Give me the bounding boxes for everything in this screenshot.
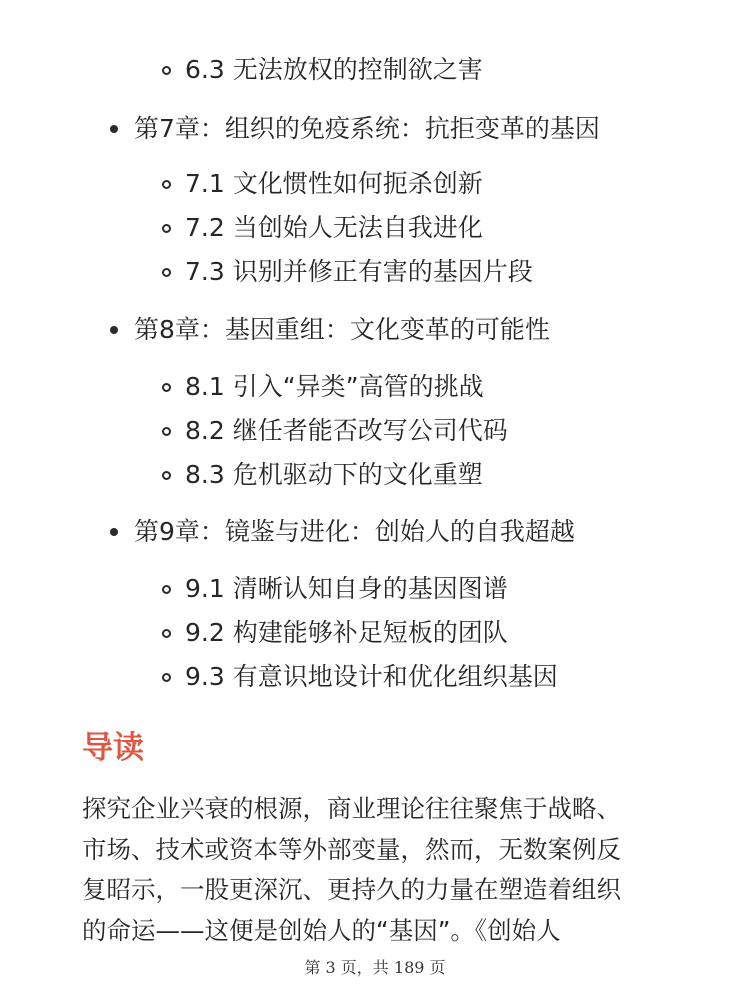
toc-item-label: 8.2 继任者能否改写公司代码	[185, 416, 508, 445]
page-footer: 第 3 页，共 189 页	[304, 958, 446, 977]
toc-item-8-1[interactable]	[162, 370, 484, 404]
toc-item-label: 8.3 危机驱动下的文化重塑	[185, 460, 483, 489]
toc-item-label: 9.2 构建能够补足短板的团队	[185, 618, 508, 647]
toc-chapter-8[interactable]	[110, 313, 550, 347]
toc-item-label: 7.3 识别并修正有害的基因片段	[185, 257, 533, 286]
toc-chapter-label: 第8章：基因重组：文化变革的可能性	[134, 315, 550, 344]
toc-item-7-2[interactable]	[162, 211, 483, 245]
circle-bullet-icon	[162, 383, 171, 392]
toc-chapter-7[interactable]	[110, 112, 600, 146]
circle-bullet-icon	[162, 629, 171, 638]
circle-bullet-icon	[162, 427, 171, 436]
toc-item-7-3[interactable]	[162, 255, 533, 289]
circle-bullet-icon	[162, 180, 171, 189]
toc-item-label: 9.1 清晰认知自身的基因图谱	[185, 574, 508, 603]
toc-item-9-1[interactable]	[162, 572, 508, 606]
toc-item-label: 7.2 当创始人无法自我进化	[185, 213, 483, 242]
toc-item-8-2[interactable]	[162, 414, 508, 448]
body-line: 探究企业兴衰的根源，商业理论往往聚焦于战略、	[82, 794, 621, 823]
toc-chapter-9[interactable]	[110, 515, 575, 549]
disc-bullet-icon	[110, 125, 118, 133]
circle-bullet-icon	[162, 66, 171, 75]
toc-item-9-3[interactable]	[162, 660, 558, 694]
toc-chapter-label: 第7章：组织的免疫系统：抗拒变革的基因	[134, 114, 600, 143]
section-heading: 导读	[82, 730, 144, 766]
toc-item-label: 6.3 无法放权的控制欲之害	[185, 55, 483, 84]
circle-bullet-icon	[162, 673, 171, 682]
toc-item-9-2[interactable]	[162, 616, 508, 650]
disc-bullet-icon	[110, 528, 118, 536]
toc-item-7-1[interactable]	[162, 167, 483, 201]
circle-bullet-icon	[162, 268, 171, 277]
section-body	[82, 789, 672, 951]
body-line: 复昭示，一股更深沉、更持久的力量在塑造着组织	[82, 875, 621, 904]
circle-bullet-icon	[162, 471, 171, 480]
toc-item-8-3[interactable]	[162, 458, 483, 492]
toc-item-6-3[interactable]	[162, 53, 483, 87]
body-line: 市场、技术或资本等外部变量，然而，无数案例反	[82, 834, 621, 864]
circle-bullet-icon	[162, 585, 171, 594]
disc-bullet-icon	[110, 326, 118, 334]
body-line: 的命运——这便是创始人的“基因”。《创始人	[82, 915, 561, 945]
toc-chapter-label: 第9章：镜鉴与进化：创始人的自我超越	[134, 517, 575, 546]
toc-item-label: 8.1 引入“异类”高管的挑战	[185, 372, 484, 401]
circle-bullet-icon	[162, 224, 171, 233]
toc-item-label: 9.3 有意识地设计和优化组织基因	[185, 662, 558, 691]
toc-item-label: 7.1 文化惯性如何扼杀创新	[185, 169, 483, 198]
